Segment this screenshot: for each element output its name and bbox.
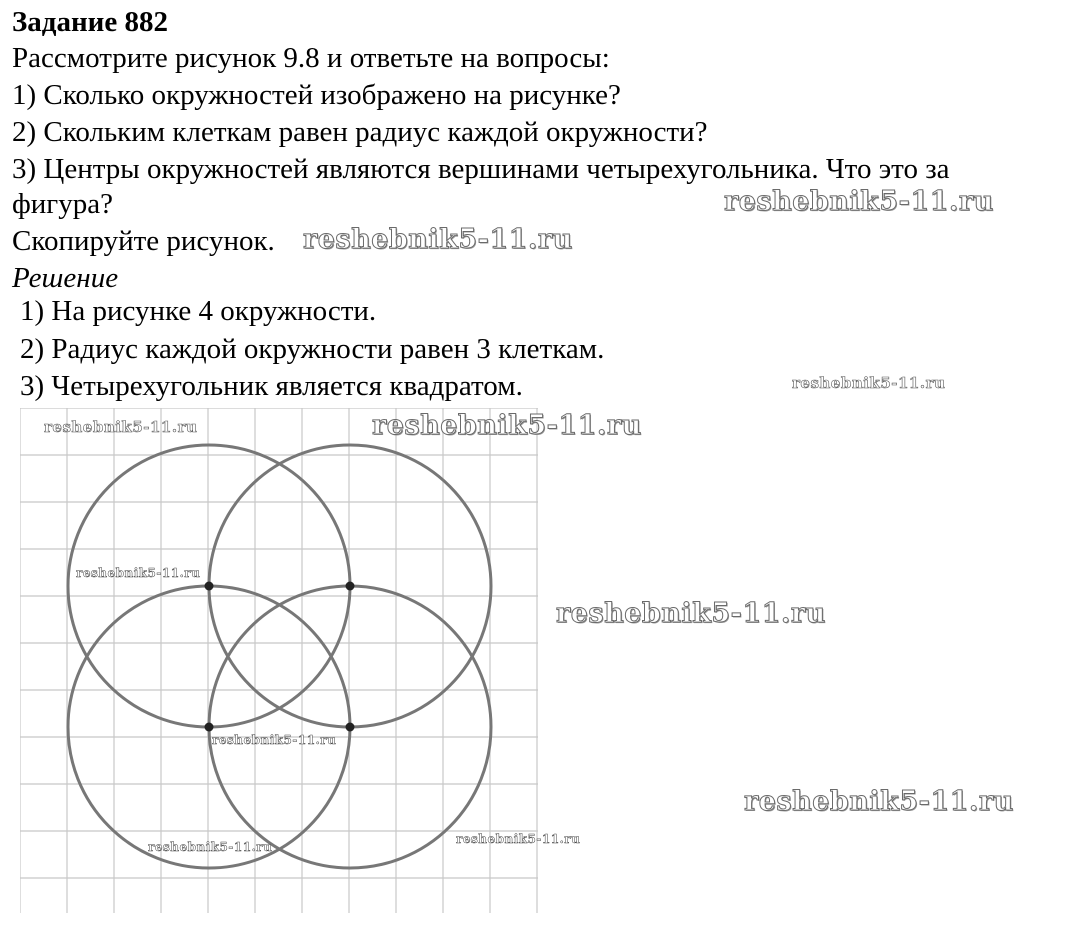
task-intro: Рассмотрите рисунок 9.8 и ответьте на вопросы: bbox=[12, 42, 610, 74]
question-1: 1) Сколько окружностей изображено на рисунке? bbox=[12, 79, 621, 111]
watermark: reshebnik5-11.ru bbox=[76, 566, 201, 580]
center-point-4 bbox=[346, 723, 355, 732]
circles-group bbox=[68, 445, 491, 868]
task-title: Задание 882 bbox=[12, 6, 169, 38]
question-3-continued: фигура? bbox=[12, 188, 113, 220]
watermark: reshebnik5-11.ru bbox=[724, 186, 994, 217]
question-2: 2) Скольким клеткам равен радиус каждой окружности? bbox=[12, 116, 708, 148]
watermark: reshebnik5-11.ru bbox=[44, 418, 198, 436]
watermark: reshebnik5-11.ru bbox=[744, 786, 1014, 817]
solution-heading: Решение bbox=[12, 262, 119, 294]
task-instruction: Скопируйте рисунок. bbox=[12, 225, 275, 257]
watermark: reshebnik5-11.ru bbox=[556, 598, 826, 629]
watermark: reshebnik5-11.ru bbox=[148, 840, 273, 854]
watermark: reshebnik5-11.ru bbox=[456, 832, 581, 846]
answer-1: 1) На рисунке 4 окружности. bbox=[20, 295, 377, 327]
watermark: reshebnik5-11.ru bbox=[212, 733, 337, 747]
watermark: reshebnik5-11.ru bbox=[372, 410, 642, 441]
watermark: reshebnik5-11.ru bbox=[792, 374, 946, 392]
center-point-2 bbox=[346, 582, 355, 591]
watermark: reshebnik5-11.ru bbox=[303, 224, 573, 255]
center-point-3 bbox=[205, 723, 214, 732]
question-3: 3) Центры окружностей являются вершинами четырехугольника. Что это за bbox=[12, 153, 950, 185]
center-point-1 bbox=[205, 582, 214, 591]
answer-2: 2) Радиус каждой окружности равен 3 клеткам. bbox=[20, 333, 605, 365]
answer-3: 3) Четырехугольник является квадратом. bbox=[20, 370, 523, 402]
